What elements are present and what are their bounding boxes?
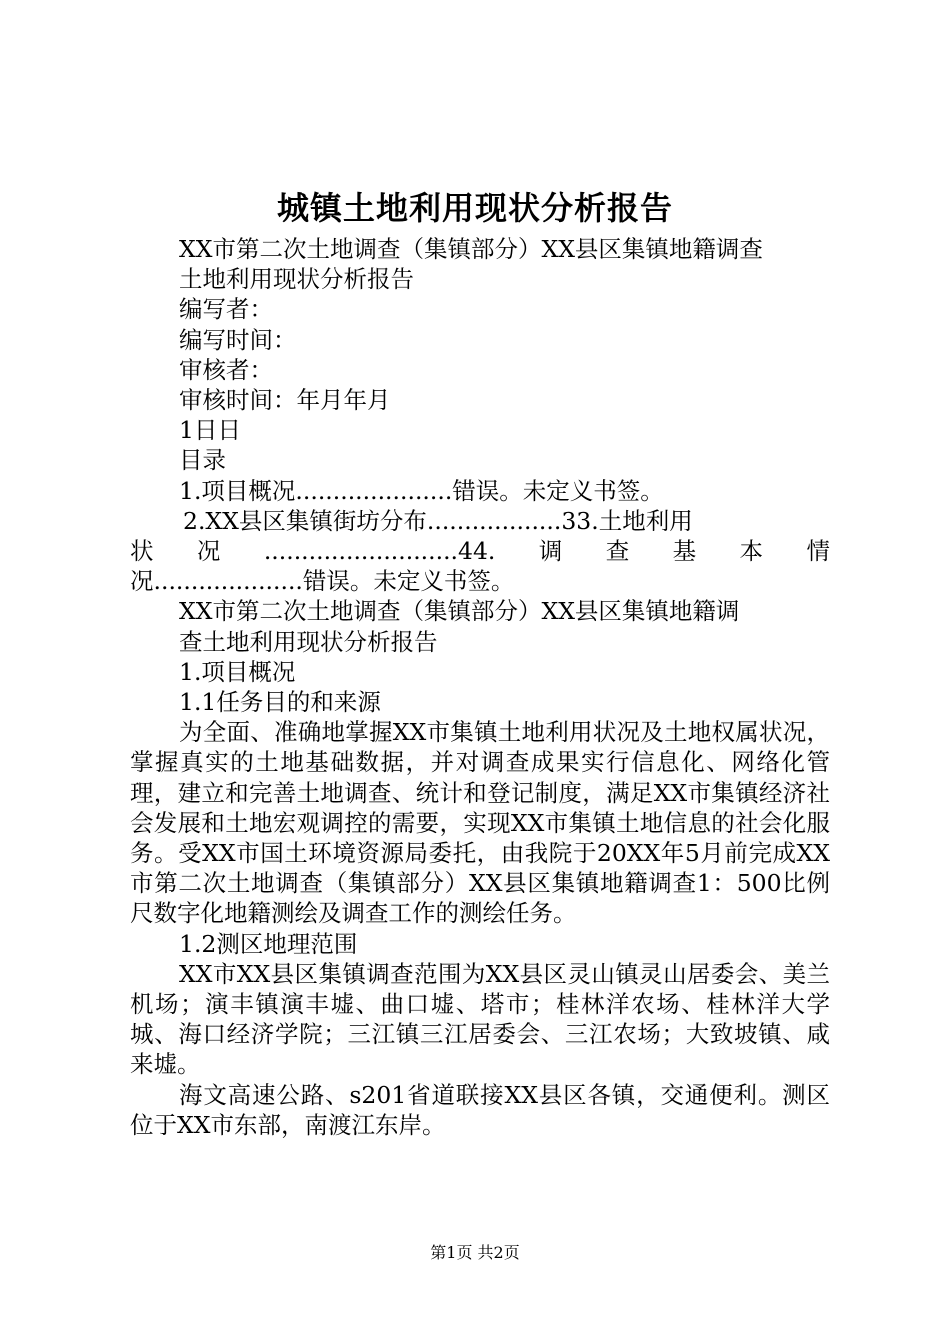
document-body xyxy=(130,234,830,1140)
reviewer-label: 审核者： xyxy=(179,355,273,384)
paragraph-transport: 海文高速公路、s201省道联接XX县区各镇，交通便利。测区位于XX市东部，南渡江东岸。 xyxy=(130,1080,830,1139)
repeat-title-line-2: 查土地利用现状分析报告 xyxy=(179,627,438,656)
toc-fill-part: 本 xyxy=(739,537,764,566)
toc-item-1[interactable]: 1.项目概况.....................错误。未定义书签。 xyxy=(179,476,664,505)
review-time-label: 审核时间：年月年月 xyxy=(179,386,391,415)
toc-item-2-line-1[interactable]: 2.XX县区集镇街坊分布..................33.土地利用 xyxy=(183,506,693,535)
toc-fill-part: 基 xyxy=(672,537,697,566)
toc-fill-part: 况 xyxy=(196,537,221,566)
paragraph-survey-area: XX市XX县区集镇调查范围为XX县区灵山镇灵山居委会、美兰机场；演丰镇演丰墟、曲口墟、塔市；桂林洋农场、桂林洋大学城、海口经济学院；三江镇三江居委会、三江农场；大致坡镇、咸来墟。 xyxy=(130,959,830,1079)
header-line-2: 土地利用现状分析报告 xyxy=(179,265,414,294)
toc-fill-part: ..........................44. xyxy=(263,537,496,566)
toc-fill-part: 状 xyxy=(130,537,154,566)
toc-item-2-line-3[interactable]: 况....................错误。未定义书签。 xyxy=(130,567,515,596)
toc-fill-part: 情 xyxy=(806,537,830,566)
repeat-title-line-1: XX市第二次土地调查（集镇部分）XX县区集镇地籍调 xyxy=(179,597,740,626)
section-heading-1-1: 1.1任务目的和来源 xyxy=(179,688,381,717)
section-heading-1: 1.项目概况 xyxy=(179,657,296,686)
toc-fill-part: 查 xyxy=(605,537,630,566)
paragraph-task-source: 为全面、准确地掌握XX市集镇土地利用状况及土地权属状况，掌握真实的土地基础数据，并对调查成果实行信息化、网络化管理，建立和完善土地调查、统计和登记制度，满足XX市集镇经济社会发展和土地宏观调控的需要，实现XX市集镇土地信息的社会化服务。受XX市国土环境资源局委托，由我院于20XX年5月前完成XX市第二次土地调查（集镇部分）XX县区集镇地籍调查1：500比例尺数字化地籍测绘及调查工作的测绘任务。 xyxy=(130,718,830,928)
page-footer: 第1页 共2页 xyxy=(430,1243,520,1262)
day-line: 1日日 xyxy=(179,416,241,445)
toc-item-2-line-2[interactable] xyxy=(130,536,830,566)
document-title: 城镇土地利用现状分析报告 xyxy=(276,189,673,227)
header-line-1: XX市第二次土地调查（集镇部分）XX县区集镇地籍调查 xyxy=(179,235,763,263)
section-heading-1-2: 1.2测区地理范围 xyxy=(179,929,358,958)
toc-fill-part: 调 xyxy=(538,537,563,566)
toc-heading: 目录 xyxy=(179,446,226,475)
author-label: 编写者： xyxy=(179,295,273,324)
write-time-label: 编写时间： xyxy=(179,325,297,354)
